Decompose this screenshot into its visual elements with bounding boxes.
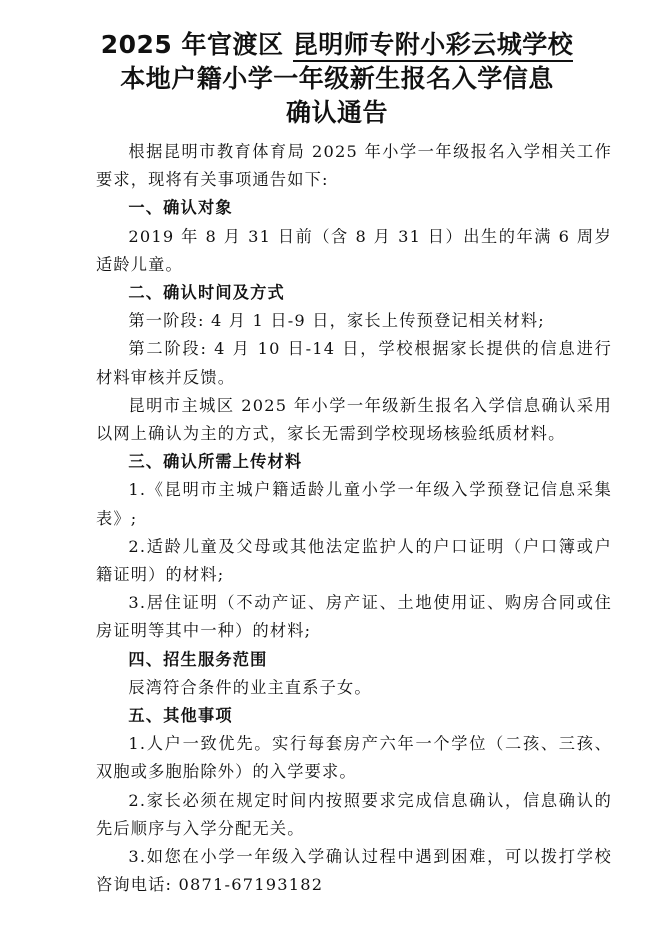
material-item-3: 3.居住证明（不动产证、房产证、土地使用证、购房合同或住房证明等其中一种）的材料; — [96, 593, 612, 641]
section-heading-time-method: 二、确认时间及方式 — [128, 283, 285, 303]
notice-title — [56, 28, 618, 130]
title-line-1 — [56, 28, 618, 62]
title-year-district: 2025 年官渡区 — [100, 30, 293, 59]
notice-body — [96, 138, 612, 899]
other-item-1: 1.人户一致优先。实行每套房产六年一个学位（二孩、三孩、双胞或多胞胎除外）的入学要求。 — [96, 734, 612, 782]
section-heading-service-area: 四、招生服务范围 — [128, 649, 268, 669]
section-target-text: 2019 年 8 月 31 日前（含 8 月 31 日）出生的年满 6 周岁适龄儿童。 — [96, 226, 612, 274]
other-item-3: 3.如您在小学一年级入学确认过程中遇到困难，可以拨打学校咨询电话: 0871-67193182 — [96, 847, 612, 895]
section-heading-target: 一、确认对象 — [128, 198, 233, 218]
other-item-2: 2.家长必须在规定时间内按照要求完成信息确认，信息确认的先后顺序与入学分配无关。 — [96, 790, 612, 838]
section-heading-other: 五、其他事项 — [128, 706, 233, 726]
service-area-text: 辰湾符合条件的业主直系子女。 — [128, 677, 372, 697]
stage-1-text: 第一阶段: 4 月 1 日-9 日，家长上传预登记相关材料; — [128, 311, 545, 331]
title-line-3: 确认通告 — [285, 98, 388, 127]
confirm-method-text: 昆明市主城区 2025 年小学一年级新生报名入学信息确认采用以网上确认为主的方式，家长无需到学校现场核验纸质材料。 — [96, 395, 612, 444]
intro-paragraph: 根据昆明市教育体育局 2025 年小学一年级报名入学相关工作要求，现将有关事项通告如下: — [96, 142, 612, 190]
stage-2-text: 第二阶段: 4 月 10 日-14 日，学校根据家长提供的信息进行材料审核并反馈。 — [96, 339, 612, 387]
section-heading-materials: 三、确认所需上传材料 — [128, 452, 303, 472]
title-school-name: 昆明师专附小彩云城学校 — [293, 30, 574, 62]
material-item-1: 1.《昆明市主城户籍适龄儿童小学一年级入学预登记信息采集表》; — [96, 480, 612, 528]
title-line-2: 本地户籍小学一年级新生报名入学信息 — [120, 64, 554, 93]
material-item-2: 2.适龄儿童及父母或其他法定监护人的户口证明（户口簿或户籍证明）的材料; — [96, 536, 612, 585]
